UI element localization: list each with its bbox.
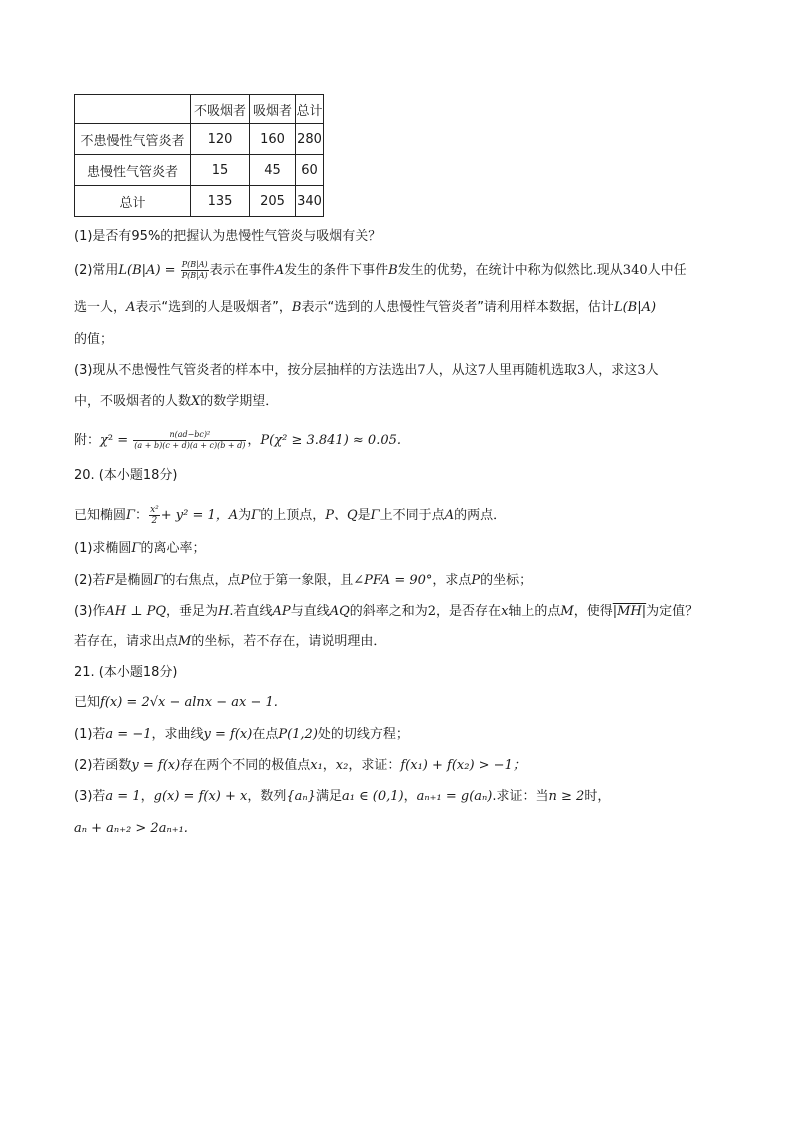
table-cell: 160 xyxy=(250,124,296,155)
table-cell: 45 xyxy=(250,155,296,186)
table-cell: 120 xyxy=(191,124,250,155)
table-header-cell: 不吸烟者 xyxy=(191,95,250,124)
q19-part2-line1: (2)常用L(B|A) = $\frac{P(B|A)}{P(B|A)}$ 表示在事件A发生的条件下事件B发生的优势，在统计中称为似然比.现从340人中任 xyxy=(74,260,687,280)
q20-title: 20. (本小题18分) xyxy=(74,468,178,483)
chi-square-fraction: $\frac{\text{n(ad−bc)²}}{(a + b)(c + d)(a + c)(b + d)}$ xyxy=(134,430,246,450)
q21-intro: 已知f(x) = 2√x − alnx − ax − 1. xyxy=(74,695,278,710)
row-label: 总计 xyxy=(75,186,191,217)
q20-intro: 已知椭圆Γ： $\frac{\text{x²}}{2}$ + y² = 1，A为Γ的上顶点，P、Q是Γ上不同于点A的两点． xyxy=(74,505,507,526)
likelihood-fraction: $\frac{P(B|A)}{P(B|A)}$ xyxy=(181,260,208,280)
table-header-cell xyxy=(75,95,191,124)
q21-title: 21. (本小题18分) xyxy=(74,665,178,680)
q19-appendix: 附：χ² = $\frac{\text{n(ad−bc)²}}{(a + b)(c + d)(a + c)(b + d)}$ ，P(χ² ≥ 3.841) ≈ 0.05. xyxy=(74,430,401,450)
q19-part3-line1: (3)现从不患慢性气管炎者的样本中，按分层抽样的方法选出7人，从这7人里再随机选取3人，求这3人 xyxy=(74,363,659,378)
row-label: 不患慢性气管炎者 xyxy=(75,124,191,155)
table-header-cell: 总计 xyxy=(296,95,324,124)
q20-part1: (1)求椭圆Γ的离心率； xyxy=(74,541,206,556)
table-cell: 280 xyxy=(296,124,324,155)
q20-part3-line2: 若存在，请求出点M的坐标，若不存在，请说明理由． xyxy=(74,634,387,649)
table-row xyxy=(75,124,324,155)
table-header-row xyxy=(75,95,324,124)
q21-part1: (1)若a = −1，求曲线y = f(x)在点P(1,2)处的切线方程； xyxy=(74,727,409,742)
table-row xyxy=(75,155,324,186)
q21-part3-line1: (3)若a = 1，g(x) = f(x) + x，数列{aₙ}满足a₁ ∈ (0,1)，aₙ₊₁ = g(aₙ).求证：当n ≥ 2时， xyxy=(74,789,611,804)
q19-part1: (1)是否有95%的把握认为患慢性气管炎与吸烟有关？ xyxy=(74,229,382,244)
q21-part2: (2)若函数y = f(x)存在两个不同的极值点x₁，x₂，求证：f(x₁) + f(x₂) > −1； xyxy=(74,758,526,773)
table-cell: 135 xyxy=(191,186,250,217)
table-row xyxy=(75,186,324,217)
contingency-table xyxy=(74,94,324,217)
row-label: 患慢性气管炎者 xyxy=(75,155,191,186)
q19-part2-line3: 的值； xyxy=(74,332,114,347)
table-cell: 205 xyxy=(250,186,296,217)
q19-part2-line2: 选一人，A表示“选到的人是吸烟者”，B表示“选到的人患慢性气管炎者”请利用样本数据，估计L(B|A) xyxy=(74,300,657,315)
q20-part2: (2)若F是椭圆Γ的右焦点，点P位于第一象限，且∠PFA = 90°，求点P的坐标； xyxy=(74,573,533,588)
q19-part3-line2: 中，不吸烟者的人数X的数学期望． xyxy=(74,394,279,409)
table-cell: 15 xyxy=(191,155,250,186)
table-header-cell: 吸烟者 xyxy=(250,95,296,124)
table-cell: 60 xyxy=(296,155,324,186)
q20-part3-line1: (3)作AH ⊥ PQ，垂足为H.若直线AP与直线AQ的斜率之和为2，是否存在x轴上的点M，使得|MH|为定值？ xyxy=(74,604,699,619)
q21-part3-line2: aₙ + aₙ₊₂ > 2aₙ₊₁. xyxy=(74,821,188,836)
table-cell: 340 xyxy=(296,186,324,217)
ellipse-fraction: $\frac{\text{x²}}{2}$ xyxy=(150,505,159,526)
